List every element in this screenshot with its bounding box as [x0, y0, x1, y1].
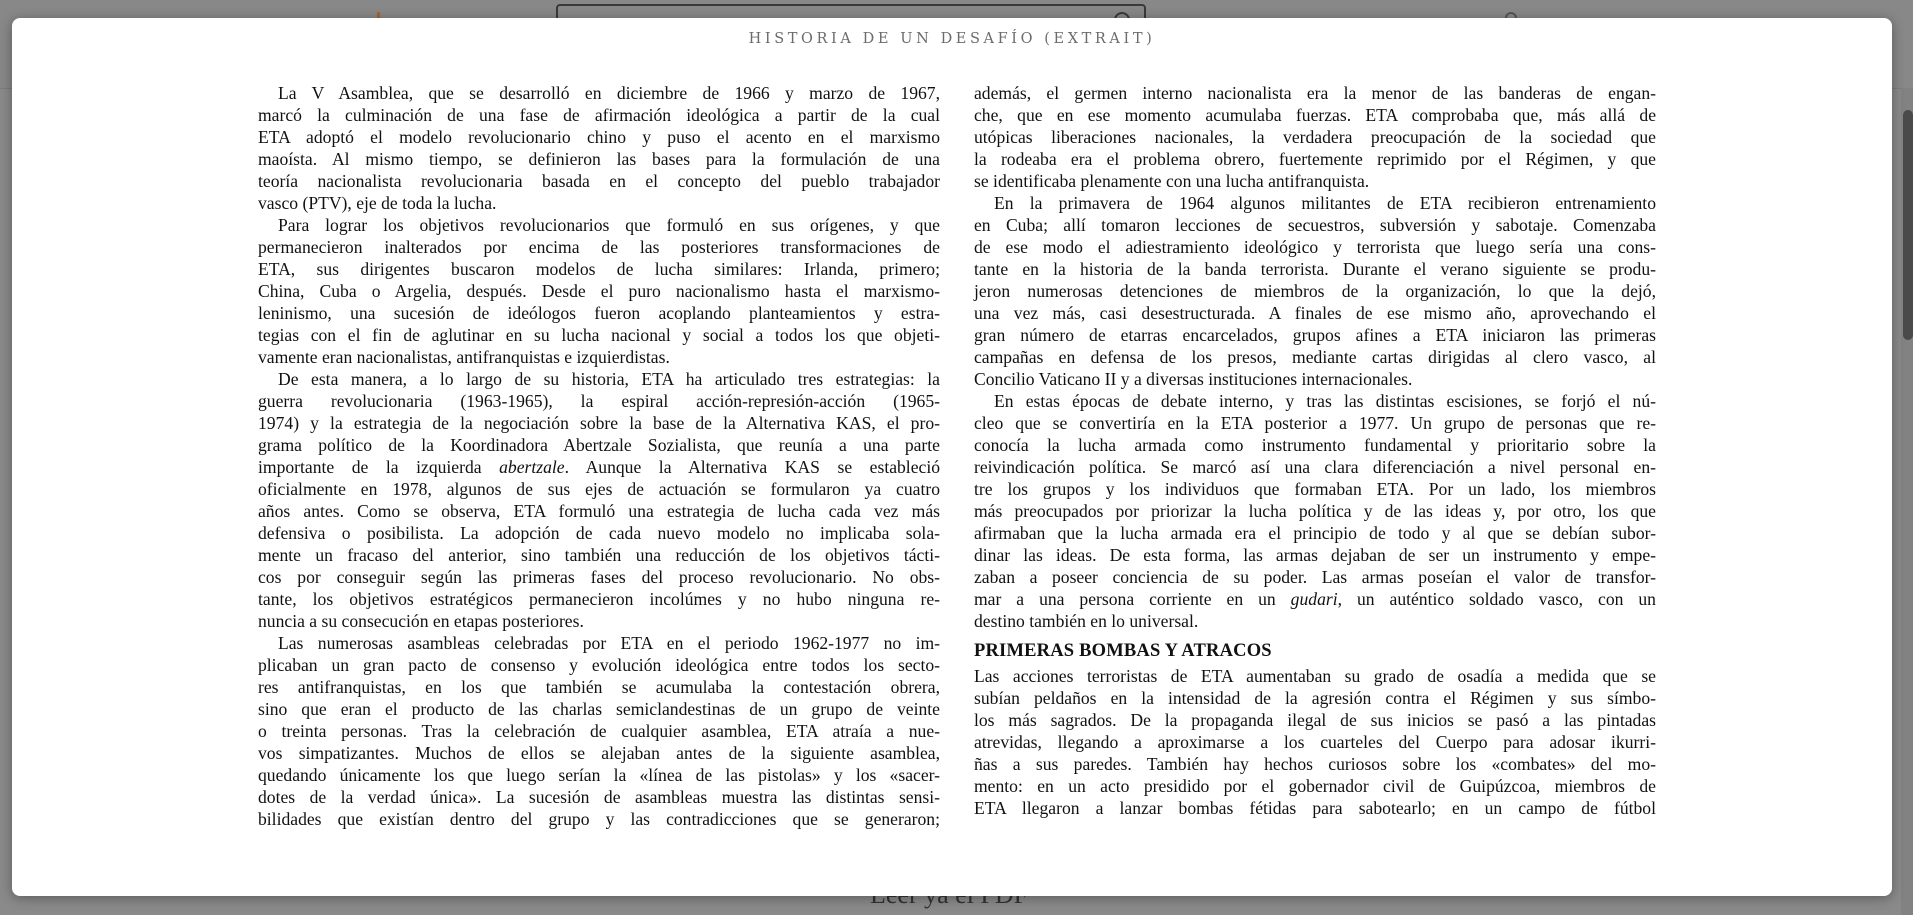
paragraph [258, 632, 940, 830]
paragraph [974, 82, 1656, 192]
text-line: más preocupados por priorizar la lucha política y de las ideas y, por otro, los que [974, 501, 1656, 521]
text-line: permanecieron inalterados por encima de las posteriores transformaciones de [258, 237, 940, 257]
text-line: jeron numerosas detenciones de miembros de la organización, lo que la dejó, [974, 281, 1656, 301]
paragraph [974, 665, 1656, 819]
text-line: 1974) y la estrategia de la negociación sobre la base de la Alternativa KAS, el pro- [258, 413, 940, 433]
text-line: ETA adoptó el modelo revolucionario chino y puso el acento en el marxismo [258, 127, 940, 147]
text-line: ñas a sus paredes. También hay hechos curiosos sobre los «combates» del mo- [974, 754, 1656, 774]
text-line: En estas épocas de debate interno, y tras las distintas escisiones, se forjó el nú- [994, 391, 1656, 411]
text-line: marcó la culminación de una fase de afirmación ideológica a partir de la cual [258, 105, 940, 125]
text-line: vamente eran nacionalistas, antifranquistas e izquierdistas. [258, 347, 670, 367]
text-line: nuncia a su consecución en etapas posteriores. [258, 611, 584, 631]
text-line: quedando únicamente los que luego serían la «línea de las pistolas» y los «sacer- [258, 765, 940, 785]
text-line: La V Asamblea, que se desarrolló en diciembre de 1966 y marzo de 1967, [278, 83, 940, 103]
text-line: tegias con el fin de aglutinar en su lucha nacional y social a todos los que objeti- [258, 325, 940, 345]
text-line: cleo que se convertiría en la ETA posterior a 1977. Un grupo de personas que re- [974, 413, 1656, 433]
text-line: se identificaba plenamente con una lucha antifranquista. [974, 171, 1370, 191]
text-line: China, Cuba o Argelia, después. Desde el puro nacionalismo hasta el marxismo- [258, 281, 940, 301]
text-line: dotes de la verdad única». La sucesión de asambleas muestra las distintas sensi- [258, 787, 940, 807]
text-line: dinar las ideas. De esta forma, las armas dejaban de ser un instrumento y empe- [974, 545, 1656, 565]
text-line: grama político de la Koordinadora Abertzale Sozialista, que reunía a una parte [258, 435, 940, 455]
text-line: che, que en ese momento acumulaba fuerzas. ETA comprobaba que, más allá de [974, 105, 1656, 125]
text-line: maoísta. Al mismo tiempo, se definieron las bases para la formulación de una [258, 149, 940, 169]
text-line: En la primavera de 1964 algunos militantes de ETA recibieron entrenamiento [994, 193, 1656, 213]
text-line: los más sagrados. De la propaganda ilegal de sus inicios se pasó a las pintadas [974, 710, 1656, 730]
text-line: mento: en un acto presidido por el gobernador civil de Guipúzcoa, miembros de [974, 776, 1656, 796]
text-line: vos simpatizantes. Muchos de ellos se alejaban antes de la siguiente asamblea, [258, 743, 940, 763]
paragraph [258, 214, 940, 368]
text-line: Las acciones terroristas de ETA aumentaban su grado de osadía a medida que se [974, 666, 1656, 686]
text-line: conocía la lucha armada como instrumento fundamental y prioritario sobre la [974, 435, 1656, 455]
text-line: gran número de etarras encarcelados, grupos afines a ETA iniciaron las primeras [974, 325, 1656, 345]
text-line: De esta manera, a lo largo de su historia, ETA ha articulado tres estrategias: la [278, 369, 940, 389]
paragraph [258, 82, 940, 214]
text-line: defensiva o posibilista. La adopción de cada nuevo modelo no implicaba sola- [258, 523, 940, 543]
text-line: en Cuba; allí tomaron lecciones de secuestros, subversión y sabotaje. Comenzaba [974, 215, 1656, 235]
text-line: destino también en lo universal. [974, 611, 1199, 631]
text-line: mente un fracaso del anterior, sino también una reducción de los objetivos tácti- [258, 545, 940, 565]
text-line: sino que eran el producto de las charlas semiclandestinas de un grupo de veinte [258, 699, 940, 719]
text-line: una vez más, casi desestructurada. A finales de ese mismo año, aprovechando el [974, 303, 1656, 323]
text-line: atrevidas, llegando a aproximarse a los cuarteles del Cuerpo para adosar ikurri- [974, 732, 1656, 752]
text-line: guerra revolucionaria (1963-1965), la espiral acción-represión-acción (1965- [258, 391, 940, 411]
right-column [974, 82, 1656, 819]
text-line: subían peldaños en la intensidad de la agresión contra el Régimen y sus símbo- [974, 688, 1656, 708]
text-line: importante de la izquierda abertzale. Aunque la Alternativa KAS se estableció [258, 457, 941, 477]
text-line: o treinta personas. Tras la celebración de cualquier asamblea, ETA atraía a nue- [258, 721, 940, 741]
text-line: de ese modo el adiestramiento ideológico y terrorista que luego sería una cons- [974, 237, 1656, 257]
text-line: ETA llegaron a lanzar bombas fétidas para sabotearlo; en un campo de fútbol [974, 798, 1656, 818]
preview-modal [12, 18, 1892, 896]
italic-term: abertzale [499, 457, 565, 477]
text-line: res antifranquistas, en los que también se acumulaba la contestación obrera, [258, 677, 940, 697]
text-line: oficialmente en 1978, algunos de sus ejes de actuación se formularon ya cuatro [258, 479, 940, 499]
text-line: ETA, sus dirigentes buscaron modelos de lucha similares: Irlanda, primero; [258, 259, 940, 279]
paragraph [974, 390, 1656, 632]
text-line: bilidades que existían dentro del grupo y las contradicciones que se generaron; [258, 809, 940, 829]
text-line: Para lograr los objetivos revolucionarios que formuló en sus orígenes, y que [278, 215, 940, 235]
section-heading: PRIMERAS BOMBAS Y ATRACOS [974, 641, 1272, 661]
left-column [258, 82, 940, 830]
scrollbar-thumb[interactable] [1903, 110, 1913, 340]
text-line: vasco (PTV), eje de toda la lucha. [258, 193, 497, 213]
text-line: además, el germen interno nacionalista era la menor de las banderas de engan- [974, 83, 1656, 103]
text-line: cos por conseguir según las primeras fases del proceso revolucionario. No obs- [258, 567, 940, 587]
text-line: reivindicación política. Se marcó así una clara diferenciación a nivel personal en- [974, 457, 1656, 477]
text-line: teoría nacionalista revolucionaria basada en el concepto del pueblo trabajador [258, 171, 940, 191]
book-page [258, 82, 1658, 852]
text-line: zaban a poseer conciencia de su poder. Las armas poseían el valor de transfor- [974, 567, 1656, 587]
paragraph [974, 192, 1656, 390]
text-line: campañas en defensa de los presos, mediante cartas dirigidas al clero vasco, al [974, 347, 1656, 367]
text-line: tante en la historia de la banda terrorista. Durante el verano siguiente se produ- [974, 259, 1656, 279]
modal-title: HISTORIA DE UN DESAFÍO (EXTRAIT) [748, 31, 1156, 47]
text-line: leninismo, una sucesión de ideólogos fueron acoplando planteamientos y estra- [258, 303, 940, 323]
text-line: mar a una persona corriente en un gudari, un auténtico soldado vasco, con un [974, 589, 1656, 609]
text-line: Las numerosas asambleas celebradas por ETA en el periodo 1962-1977 no im- [278, 633, 940, 653]
text-line: años antes. Como se observa, ETA formuló una estrategia de lucha cada vez más [258, 501, 940, 521]
text-line: afirmaban que la lucha armada era el principio de todo y al que se debían subor- [974, 523, 1656, 543]
text-line: utópicas liberaciones nacionales, la verdadera preocupación de la sociedad que [974, 127, 1656, 147]
text-line: Concilio Vaticano II y a diversas instituciones internacionales. [974, 369, 1413, 389]
text-line: la rodeaba era el problema obrero, fuertemente reprimido por el Régimen, y que [974, 149, 1656, 169]
paragraph [258, 368, 940, 632]
italic-term: gudari [1290, 589, 1338, 609]
text-line: tante, los objetivos estratégicos permanecieron incolúmes y no hubo ninguna re- [258, 589, 940, 609]
text-line: tre los grupos y los individuos que formaban ETA. Por un lado, los miembros [974, 479, 1656, 499]
text-line: plicaban un gran pacto de consenso y evolución ideológica entre todos los secto- [258, 655, 940, 675]
